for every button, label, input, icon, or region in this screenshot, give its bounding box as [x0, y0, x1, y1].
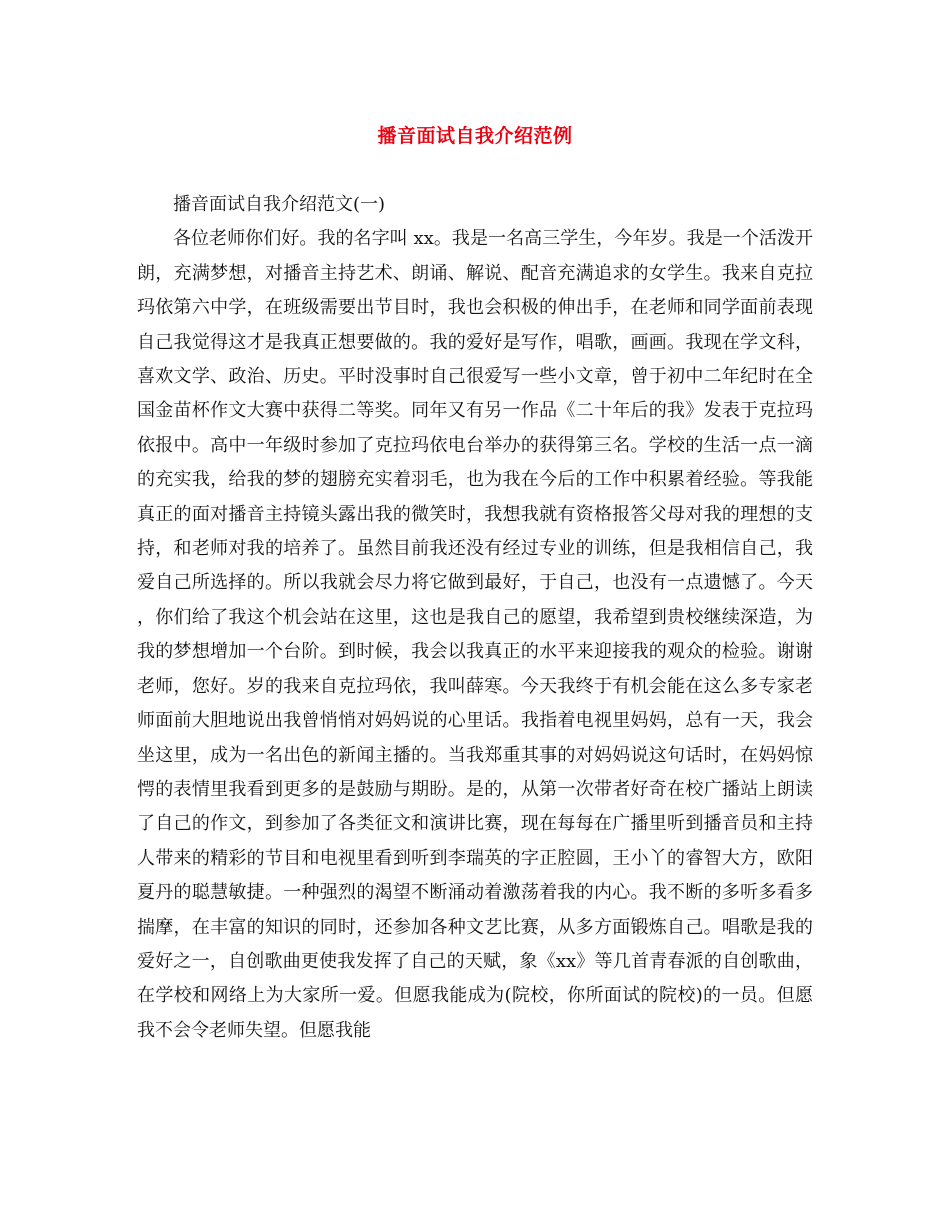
body-paragraph: 各位老师你们好。我的名字叫 xx。我是一名高三学生，今年岁。我是一个活泼开朗，充满梦想，对播音主持艺术、朗诵、解说、配音充满追求的女学生。我来自克拉玛依第六中学，在班级需要出节目时，我也会积极的伸出手，在老师和同学面前表现自己我觉得这才是我真正想要做的。我的爱好是写作，唱歌，画画。我现在学文科，喜欢文学、政治、历史。平时没事时自己很爱写一些小文章，曾于初中二年纪时在全国金苗杯作文大赛中获得二等奖。同年又有另一作品《二十年后的我》发表于克拉玛依报中。高中一年级时参加了克拉玛依电台举办的获得第三名。学校的生活一点一滴的充实我，给我的梦的翅膀充实着羽毛，也为我在今后的工作中积累着经验。等我能真正的面对播音主持镜头露出我的微笑时，我想我就有资格报答父母对我的理想的支持，和老师对我的培养了。虽然目前我还没有经过专业的训练，但是我相信自己，我爱自己所选择的。所以我就会尽力将它做到最好，于自己，也没有一点遗憾了。今天，你们给了我这个机会站在这里，这也是我自己的愿望，我希望到贵校继续深造，为我的梦想增加一个台阶。到时候，我会以我真正的水平来迎接我的观众的检验。谢谢老师，您好。岁的我来自克拉玛依，我叫薛寒。今天我终于有机会能在这么多专家老师面前大胆地说出我曾悄悄对妈妈说的心里话。我指着电视里妈妈，总有一天，我会坐这里，成为一名出色的新闻主播的。当我郑重其事的对妈妈说这句话时，在妈妈惊愕的表情里我看到更多的是鼓励与期盼。是的，从第一次带者好奇在校广播站上朗读了自己的作文，到参加了各类征文和演讲比赛，现在每每在广播里听到播音员和主持人带来的精彩的节目和电视里看到听到李瑞英的字正腔圆，王小丫的睿智大方，欧阳夏丹的聪慧敏捷。一种强烈的渴望不断涌动着激荡着我的内心。我不断的多听多看多揣摩，在丰富的知识的同时，还参加各种文艺比赛，从多方面锻炼自己。唱歌是我的爱好之一，自创歌曲更使我发挥了自己的天赋，象《xx》等几首青春派的自创歌曲，在学校和网络上为大家所一爱。但愿我能成为(院校，你所面试的院校)的一员。但愿我不会令老师失望。但愿我能: [137, 228, 813, 1041]
section-heading: 播音面试自我介绍范文(一): [173, 194, 386, 215]
document-title: 播音面试自我介绍范例: [377, 125, 573, 147]
document-body: [137, 188, 813, 1048]
